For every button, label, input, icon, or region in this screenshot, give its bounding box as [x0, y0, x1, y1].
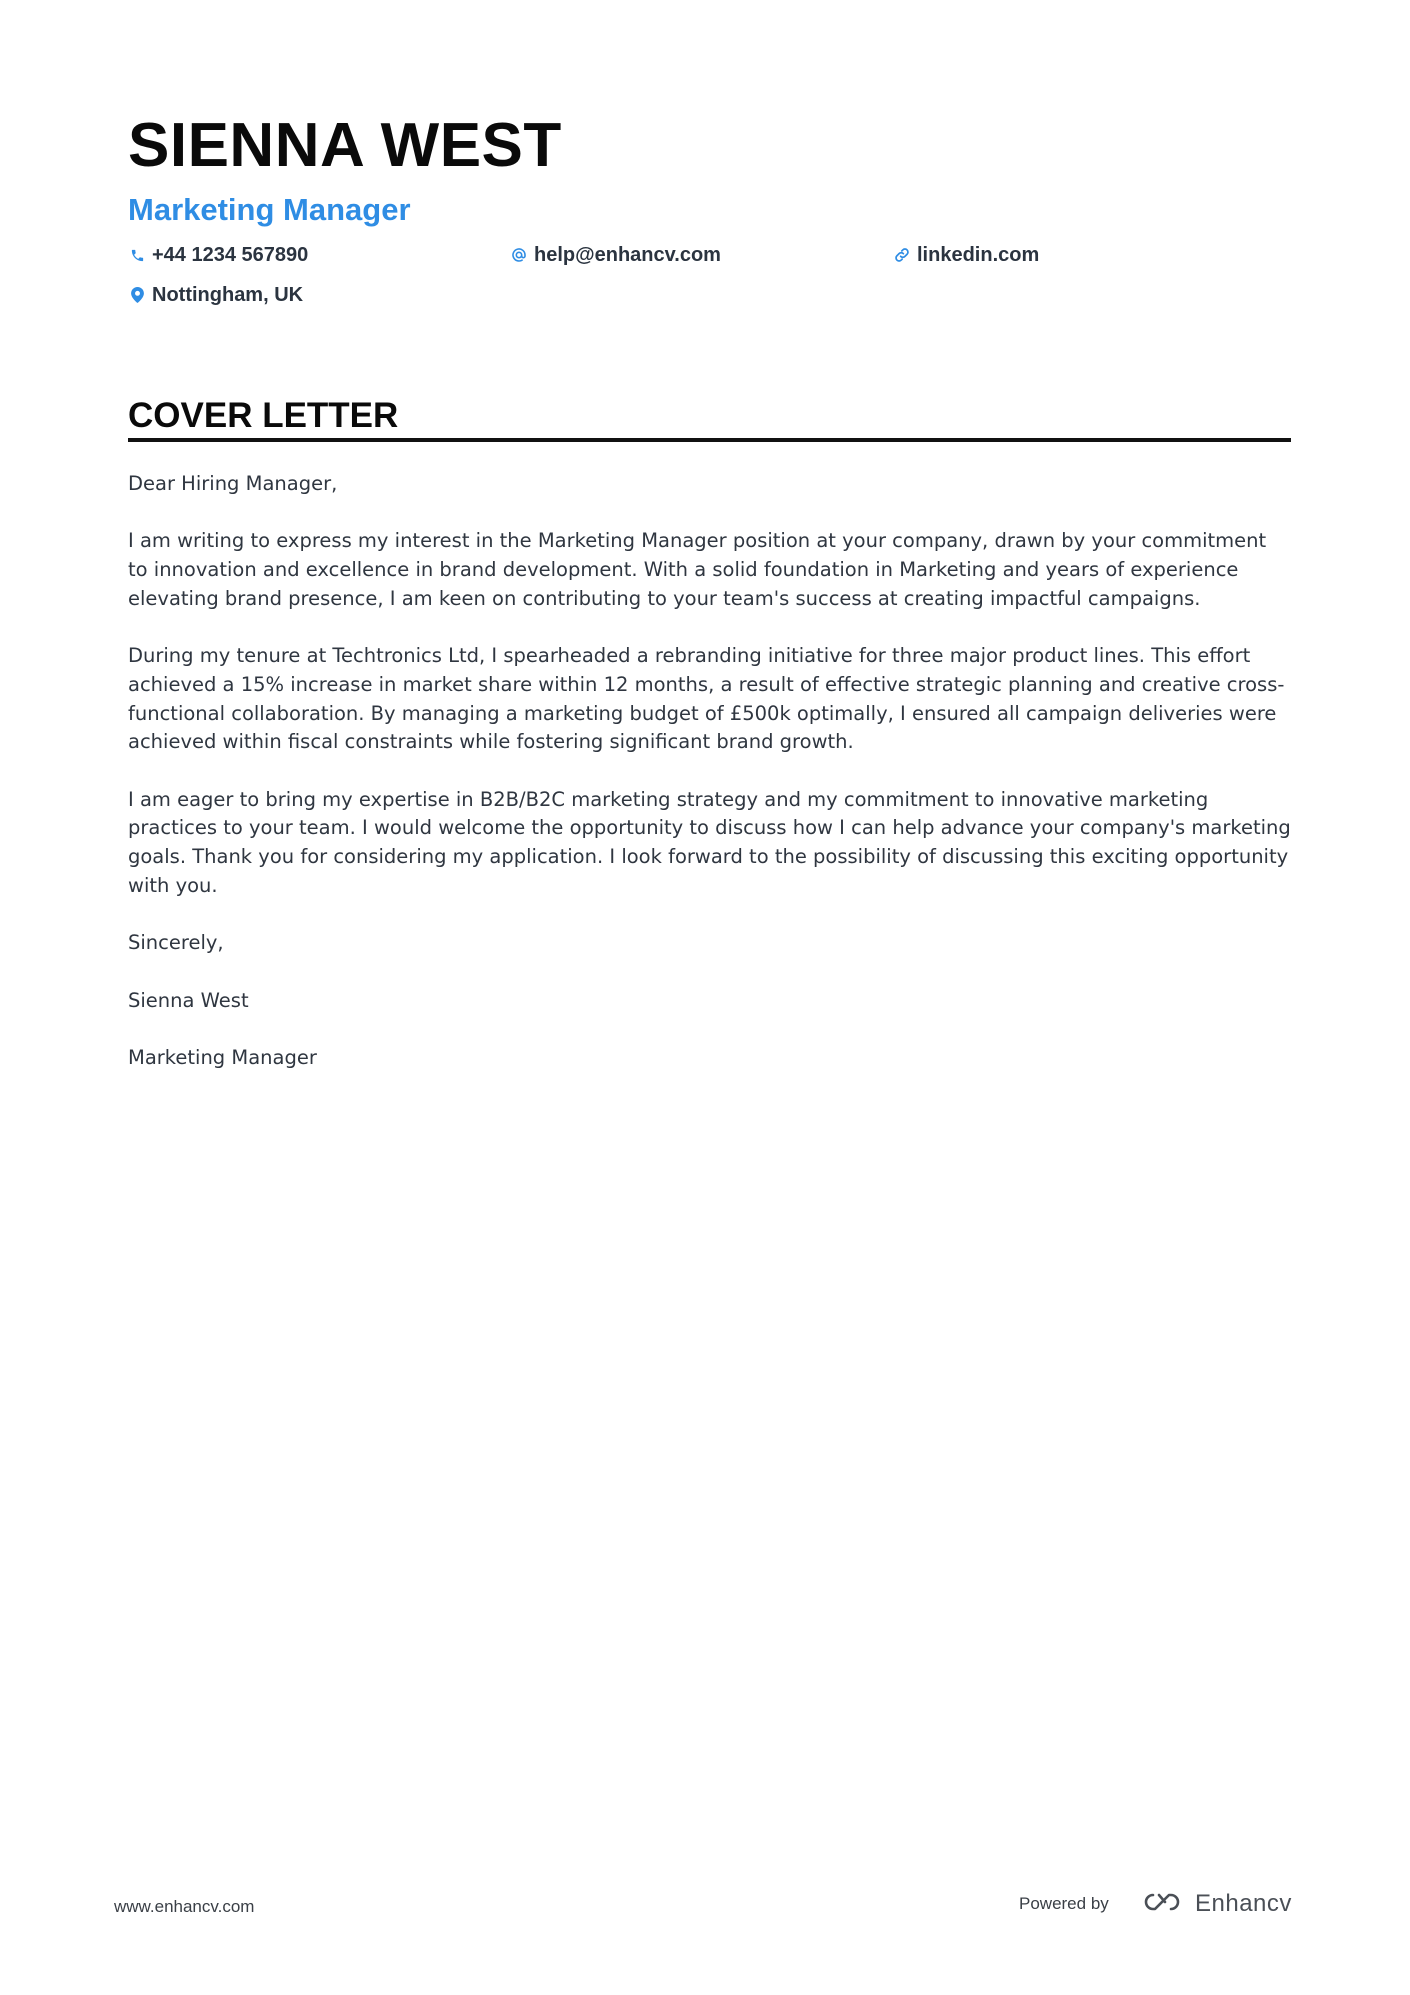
section-divider: [128, 438, 1291, 442]
signature-title: Marketing Manager: [128, 1045, 317, 1069]
contact-phone[interactable]: [128, 242, 308, 268]
phone-text: +44 1234 567890: [152, 244, 309, 266]
contact-email[interactable]: [510, 242, 721, 268]
footer-brand-name: Enhancv: [1195, 1890, 1292, 1917]
contact-location: [128, 282, 303, 308]
letter-paragraph: I am eager to bring my expertise in B2B/B2C marketing strategy and my commitment to innovative marketing practices to your team. I would welcome the opportunity to discuss how I can help advance your company's marketing goals. Thank you for considering my application. I look forward to the possibility of discussing this exciting opportunity with you.: [128, 787, 1291, 897]
letter-body: [128, 470, 1291, 1101]
letter-greeting: Dear Hiring Manager,: [128, 472, 338, 495]
link-icon: [893, 246, 911, 264]
location-pin-icon: [128, 286, 146, 304]
location-text: Nottingham, UK: [152, 284, 304, 306]
letter-paragraph: During my tenure at Techtronics Ltd, I spearheaded a rebranding initiative for three major product lines. This effort achieved a 15% increase in market share within 12 months, a result of effective strategic planning and creative cross-functional collaboration. By managing a marketing budget of £500k optimally, I ensured all campaign deliveries were achieved within fiscal constraints while fostering significant brand growth.: [128, 644, 1285, 754]
enhancv-logo-icon: [1139, 1889, 1187, 1920]
footer-powered-by: Powered by: [1019, 1894, 1109, 1913]
section-title: COVER LETTER: [128, 396, 399, 435]
email-text: help@enhancv.com: [534, 244, 721, 266]
candidate-name: SIENNA WEST: [128, 111, 562, 180]
contact-link[interactable]: [893, 242, 1039, 268]
phone-icon: [128, 246, 146, 264]
at-icon: [510, 246, 528, 264]
letter-closing: Sincerely,: [128, 931, 224, 955]
footer-brand[interactable]: [1139, 1889, 1292, 1919]
letter-paragraph: I am writing to express my interest in the Marketing Manager position at your company, drawn by your commitment to innovation and excellence in brand development. With a solid foundation in Marketing and years of experience elevating brand presence, I am keen on contributing to your team's success at creating impactful campaigns.: [128, 529, 1267, 610]
signature-name: Sienna West: [128, 988, 249, 1012]
link-text: linkedin.com: [917, 244, 1040, 266]
footer-url[interactable]: www.enhancv.com: [114, 1897, 255, 1916]
candidate-role: Marketing Manager: [128, 192, 411, 227]
